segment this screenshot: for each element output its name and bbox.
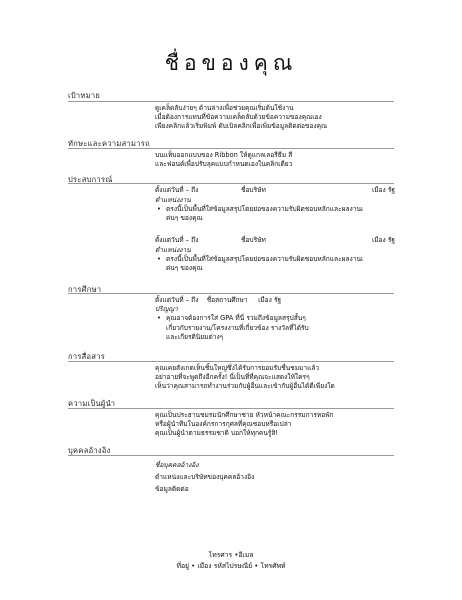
job-role: ตำแหน่งงาน (155, 196, 191, 204)
job-header (155, 186, 395, 196)
text-line: และเกียรตินิยมต่างๆ (166, 332, 224, 341)
section-divider (68, 455, 394, 456)
section-heading-education: การศึกษา (68, 285, 102, 294)
text-line: ตรงนี้เป็นพื้นที่ใส่ข้อมูลสรุปโดยย่อของความรับผิดชอบหลักและผลงานเ (166, 255, 364, 264)
bullet-icon: • (157, 314, 161, 323)
reference-name: ชื่อบุคคลอ้างอิง (155, 461, 199, 469)
text-line: หรือผู้นำทีมในองค์กรการกุศลที่คุณชอบหรือเปล่า (155, 420, 292, 429)
footer-line-1: โทรศาร •อีเมล (208, 551, 254, 559)
text-line: และฟอนต์เพื่อปรับลุคแบบกำหนดเองในคลิกเดียว (155, 160, 293, 169)
job-header (155, 236, 395, 246)
reference-position: ตำแหน่งและบริษัทของบุคคลอ้างอิง (155, 473, 255, 481)
leadership-text (155, 411, 395, 439)
section-divider (68, 183, 394, 184)
text-line: ตรงนี้เป็นพื้นที่ใส่ข้อมูลสรุปโดยย่อของความรับผิดชอบหลักและผลงานเ (166, 205, 364, 214)
education-bullet (155, 314, 395, 342)
job-company: ชื่อบริษัท (241, 236, 266, 244)
text-line: เมื่อต้องการแทนที่ข้อความเคล็ดลับด้วยข้อความของคุณเอง (155, 113, 322, 122)
section-heading-skills: ทักษะและความสามารถ (68, 139, 150, 148)
section-divider (68, 361, 394, 362)
text-line: เกี่ยวกับรายงาน/โครงงานที่เกี่ยวข้อง รางวัลที่ได้รับ (166, 323, 309, 332)
skills-text (155, 151, 395, 169)
education-dates: ตั้งแต่วันที่ – ถึง (155, 296, 199, 304)
communication-text (155, 364, 395, 392)
education-header (155, 296, 395, 305)
job-dates: ตั้งแต่วันที่ – ถึง (155, 236, 199, 244)
job-bullet (155, 255, 395, 273)
text-line: เห็นว่าคุณสามารถทำงานร่วมกับผู้อื่นและเข้ากับผู้อื่นได้ดีเพียงใด (155, 382, 335, 391)
bullet-icon: • (157, 205, 161, 214)
references-entry (155, 459, 395, 495)
job-bullet (155, 205, 395, 223)
text-line: ด่นๆ ของคุณ (166, 214, 203, 223)
section-divider (68, 408, 394, 409)
education-degree: ปริญญา (155, 305, 178, 314)
section-heading-leadership: ความเป็นผู้นำ (68, 399, 116, 408)
education-entry (155, 296, 395, 342)
text-line: ดูเคล็ดลับง่ายๆ ด้านล่างเพื่อช่วยคุณเริ่มต้นใช้งาน (155, 104, 294, 112)
experience-job-2 (155, 236, 395, 274)
text-line: อย่าอายที่จะพูดถึงอีกครั้ง! นี่เป็นที่ที่คุณจะแสดงให้ใครๆ (155, 373, 310, 382)
experience-job-1 (155, 186, 395, 224)
bullet-icon: • (157, 255, 161, 264)
section-heading-objective: เป้าหมาย (68, 91, 101, 100)
job-company: ชื่อบริษัท (241, 186, 266, 194)
text-line: คุณเป็นผู้นำตามธรรมชาติ บอกให้ทุกคนรู้สิ! (155, 429, 279, 438)
job-location: เมือง รัฐ (371, 186, 395, 194)
footer-contact (0, 550, 462, 572)
page-title: ชื่อของคุณ (164, 51, 298, 75)
section-heading-experience: ประสบการณ์ (68, 175, 113, 184)
section-heading-communication: การสื่อสาร (68, 352, 106, 361)
job-location: เมือง รัฐ (371, 236, 395, 244)
text-line: คุณอาจต้องการใส่ GPA ที่นี่ รวมถึงข้อมูลสรุปสั้นๆ (166, 314, 306, 323)
text-line: บนแท็บออกแบบของ Ribbon ให้ดูแกลเลอรีธีม สี (155, 151, 293, 159)
footer-line-2: ที่อยู่ • เมือง รหัสไปรษณีย์ • โทรศัพท์ (176, 562, 286, 570)
text-line: ด่นๆ ของคุณ (166, 264, 203, 273)
text-line: คุณเป็นประธานชมรมนักศึกษาชาย หัวหน้าคณะกรรมการหอพัก (155, 411, 334, 419)
section-divider (68, 148, 394, 149)
section-heading-references: บุคคลอ้างอิง (68, 446, 111, 455)
education-location: เมือง รัฐ (258, 296, 282, 304)
text-line: เพียงคลิกแล้วเริ่มพิมพ์ ดับเบิลคลิกเพื่อเพิ่มข้อมูลติดต่อของคุณ (155, 122, 328, 131)
section-divider (68, 101, 394, 102)
job-dates: ตั้งแต่วันที่ – ถึง (155, 186, 199, 194)
reference-contact: ข้อมูลติดต่อ (155, 485, 189, 493)
objective-text (155, 104, 395, 132)
job-role: ตำแหน่งงาน (155, 246, 191, 254)
text-line: คุณเคยสังเกตเห็นชิ้นใหญ่ซึ่งได้รับการยอมรับชื่นชมมาแล้ว (155, 364, 320, 372)
education-school: ชื่อสถานศึกษา (206, 296, 248, 304)
section-divider (68, 293, 394, 294)
